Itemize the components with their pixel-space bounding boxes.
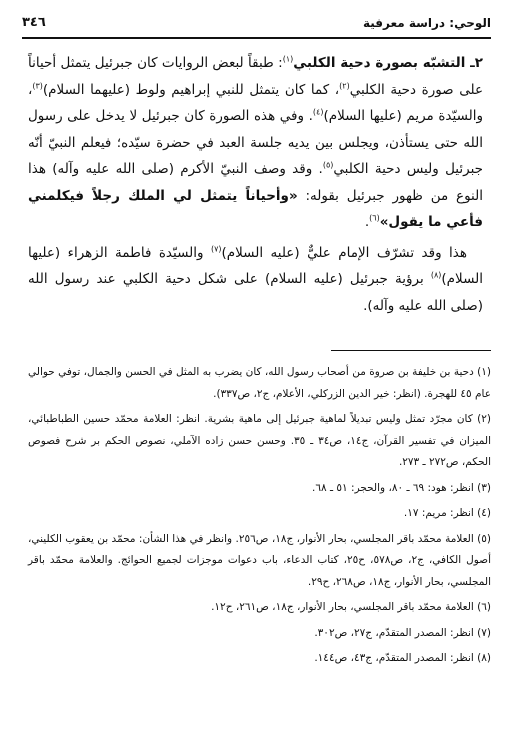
footnote-7: (٧) انظر: المصدر المتقدّم، ج٢٧، ص٣٠٢. — [314, 626, 491, 639]
paragraph-2-text-a: هذا وقد تشرّف الإمام عليٌّ (عليه السلام) — [221, 244, 467, 261]
paragraph-1-text-a: : طبقاً لبعض الروايات كان جبرئيل يتمثل أحياناً على صورة دحية الكلبي — [28, 55, 483, 98]
paragraph-2 — [28, 240, 483, 320]
footnote-1: (١) دحية بن خليفة بن صروة من أصحاب رسول الله، كان يضرب به المثل في الحسن والجمال، توفي حوالي عام ٤٥ للهجرة. (انظر: خير الدين الزركلي، الأعلام، ج٢، ص٣٣٧). — [28, 366, 491, 400]
footnote-ref-1[interactable]: (١) — [282, 54, 294, 64]
paragraph-1-text-c: ، والسيّدة مريم (عليها السلام) — [28, 81, 483, 124]
header-rule — [22, 37, 491, 39]
footnote-ref-5[interactable]: (٥) — [322, 160, 334, 170]
page-header — [22, 14, 491, 34]
page-number: ٣٤٦ — [22, 15, 46, 30]
footnote-ref-6[interactable]: (٦) — [369, 213, 380, 223]
footnote-3: (٣) انظر: هود: ٦٩ ـ ٨٠، والحجر: ٥١ ـ ٦٨. — [312, 481, 491, 494]
paragraph-1 — [28, 50, 483, 236]
footnote-ref-4[interactable]: (٤) — [312, 107, 324, 117]
hadith-quote: «وأحياناً يتمثل لي الملك رجلاً فيكلمني فأعي ما يقول» — [28, 187, 483, 230]
paragraph-2-text-c: برؤية جبرئيل (عليه السلام) على شكل دحية الكلبي عند رسول الله (صلى الله عليه وآله). — [28, 271, 483, 314]
section-heading: ٢ـ التشبّه بصورة دحية الكلبي — [293, 55, 483, 71]
footnotes — [28, 362, 491, 674]
footnote-5: (٥) العلامة محمّد باقر المجلسي، بحار الأنوار، ج١٨، ص٢٥٦. وانظر في هذا الشأن: محمّد بن يعقوب الكليني، أصول الكافي، ج٢، ص٥٧٨، ح٢٥، كتاب الدعاء، باب دعوات موجزات لجميع الحوائج. والعلامة محمّد باقر المجلسي، بحار الأنوار، ج١٨، ص٢٦٨، ح٢٩. — [28, 532, 492, 588]
footnote-ref-7[interactable]: (٧) — [210, 244, 222, 253]
footnote-2: (٢) كان مجرّد تمثل وليس تبديلاً لماهية جبرئيل إلى ماهية بشرية. انظر: العلامة محمّد حسين الطباطبائي، الميزان في تفسير القرآن، ج١٤، ص٣٤ ـ ٣٥. وحسن حسن زاده الآملي، نصوص الحكم بر شرح فصوص الحكم، ص٢٧٢ ـ ٢٧٣. — [28, 413, 491, 468]
footnote-4: (٤) انظر: مريم: ١٧. — [403, 507, 491, 519]
main-text — [28, 50, 483, 319]
footnote-separator — [331, 350, 491, 351]
paragraph-1-text-d: . وفي هذه الصورة كان جبرئيل لا يدخل على رسول الله حتى يستأذن، ويجلس بين يديه جلسة العبد في حضرة سيّده؛ فيعلم النبيّ أنّه جبرئيل وليس دحية الكلبي — [28, 108, 483, 177]
footnote-ref-3[interactable]: (٣) — [32, 81, 43, 90]
footnote-ref-2[interactable]: (٢) — [339, 81, 350, 90]
paragraph-1-end: . — [364, 214, 370, 230]
footnote-8: (٨) انظر: المصدر المتقدّم، ج٤٣، ص١٤٤. — [314, 652, 491, 664]
paragraph-1-text-b: ، كما كان يتمثل للنبي إبراهيم ولوط (عليهما السلام) — [42, 81, 340, 98]
running-title: الوحي: دراسة معرفية — [362, 16, 491, 30]
footnote-6: (٦) العلامة محمّد باقر المجلسي، بحار الأنوار، ج١٨، ص٢٦١، ح١٢. — [211, 601, 491, 613]
paragraph-1-text-e: . وقد وصف النبيّ الأكرم (صلى الله عليه وآله) هذا النوع من ظهور جبرئيل بقوله: — [28, 161, 483, 204]
footnote-ref-8[interactable]: (٨) — [430, 270, 442, 280]
paragraph-2-text-b: والسيّدة فاطمة الزهراء (عليها السلام) — [28, 244, 483, 287]
